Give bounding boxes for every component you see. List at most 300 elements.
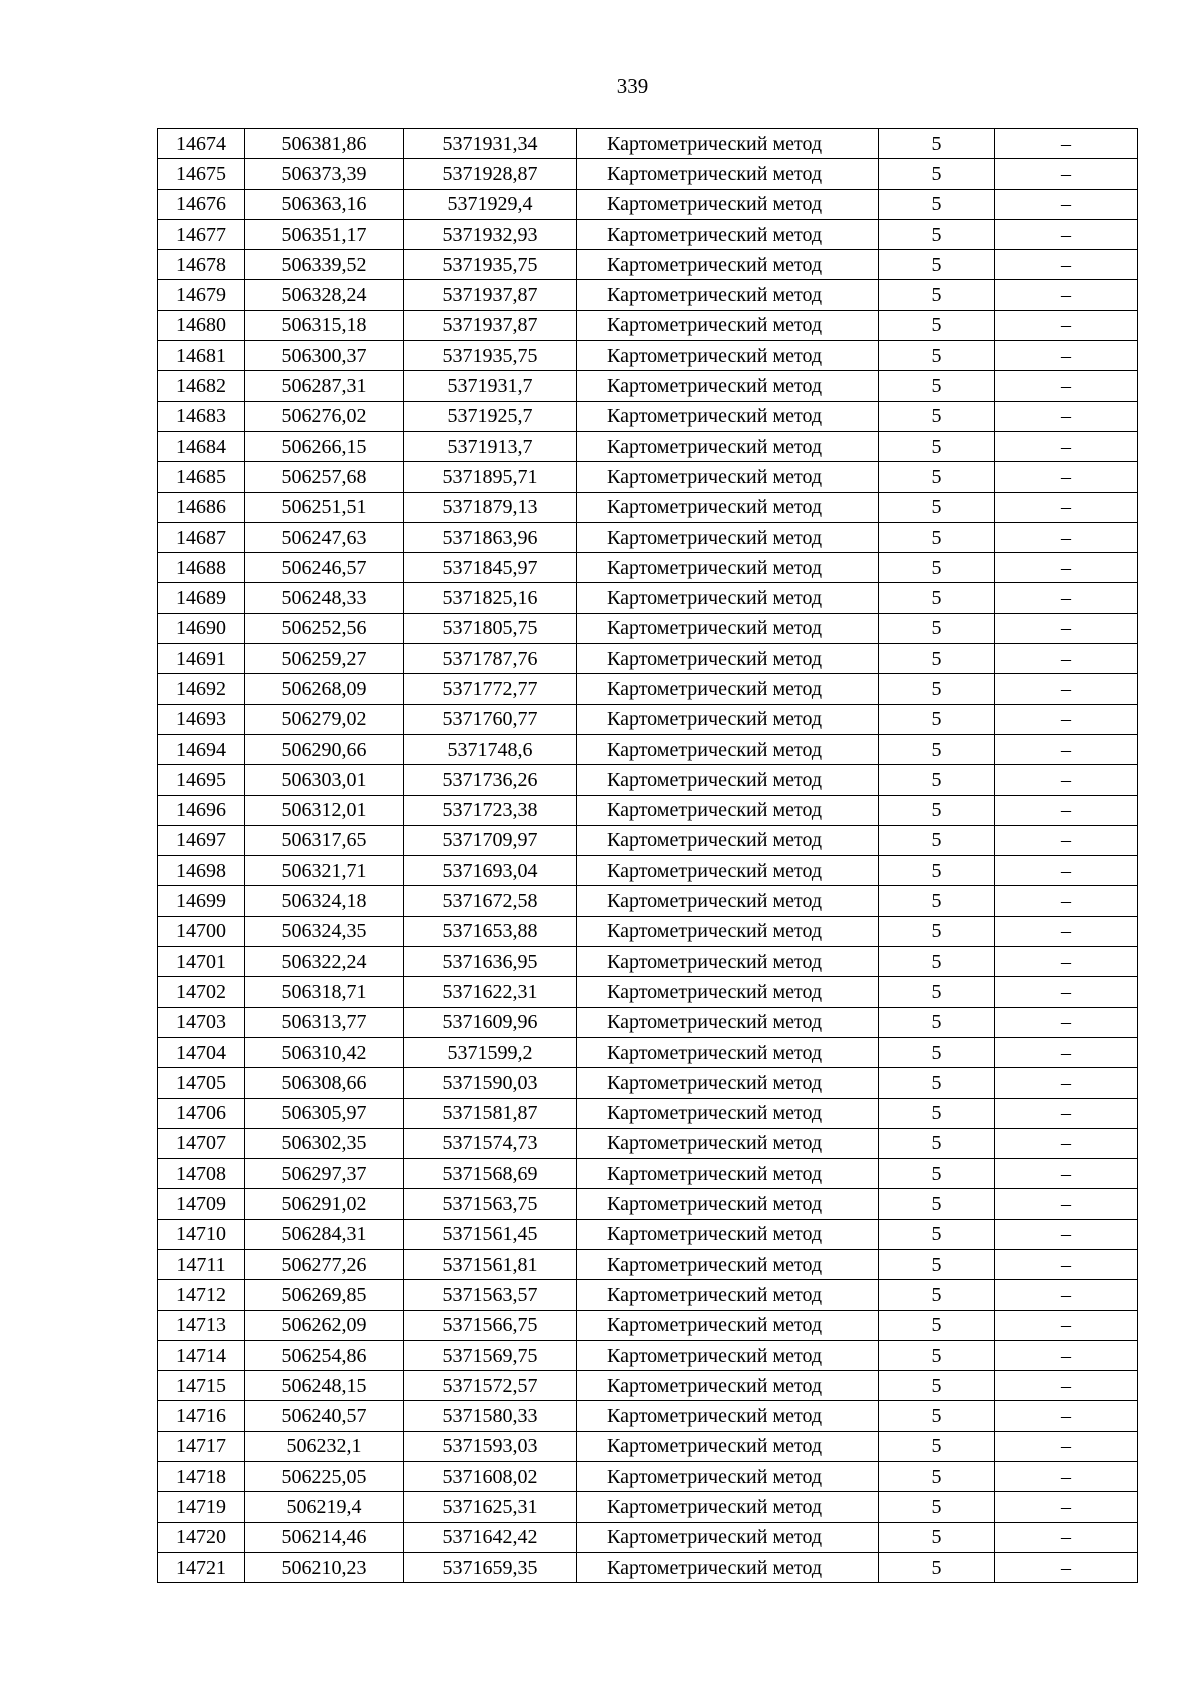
note-cell: –: [995, 765, 1138, 795]
point-number-cell: 14718: [158, 1462, 245, 1492]
table-row: [158, 1249, 1138, 1279]
x-coordinate-cell: 506328,24: [245, 280, 404, 310]
accuracy-cell: 5: [879, 159, 995, 189]
method-cell: Картометрический метод: [577, 553, 879, 583]
x-coordinate-cell: 506232,1: [245, 1431, 404, 1461]
note-cell: –: [995, 886, 1138, 916]
method-cell: Картометрический метод: [577, 280, 879, 310]
x-coordinate-cell: 506262,09: [245, 1310, 404, 1340]
note-cell: –: [995, 1098, 1138, 1128]
x-coordinate-cell: 506324,18: [245, 886, 404, 916]
note-cell: –: [995, 189, 1138, 219]
x-coordinate-cell: 506308,66: [245, 1068, 404, 1098]
accuracy-cell: 5: [879, 280, 995, 310]
method-cell: Картометрический метод: [577, 1522, 879, 1552]
note-cell: –: [995, 250, 1138, 280]
coordinates-table-body: [158, 129, 1138, 1583]
method-cell: Картометрический метод: [577, 159, 879, 189]
accuracy-cell: 5: [879, 492, 995, 522]
y-coordinate-cell: 5371580,33: [404, 1401, 577, 1431]
method-cell: Картометрический метод: [577, 1340, 879, 1370]
table-row: [158, 371, 1138, 401]
x-coordinate-cell: 506300,37: [245, 341, 404, 371]
point-number-cell: 14695: [158, 765, 245, 795]
x-coordinate-cell: 506266,15: [245, 431, 404, 461]
point-number-cell: 14679: [158, 280, 245, 310]
accuracy-cell: 5: [879, 1371, 995, 1401]
note-cell: –: [995, 553, 1138, 583]
note-cell: –: [995, 644, 1138, 674]
point-number-cell: 14691: [158, 644, 245, 674]
y-coordinate-cell: 5371581,87: [404, 1098, 577, 1128]
table-row: [158, 1098, 1138, 1128]
point-number-cell: 14690: [158, 613, 245, 643]
method-cell: Картометрический метод: [577, 1249, 879, 1279]
note-cell: –: [995, 159, 1138, 189]
x-coordinate-cell: 506339,52: [245, 250, 404, 280]
y-coordinate-cell: 5371931,34: [404, 129, 577, 159]
note-cell: –: [995, 1552, 1138, 1582]
note-cell: –: [995, 1431, 1138, 1461]
point-number-cell: 14676: [158, 189, 245, 219]
y-coordinate-cell: 5371932,93: [404, 219, 577, 249]
note-cell: –: [995, 1128, 1138, 1158]
y-coordinate-cell: 5371723,38: [404, 795, 577, 825]
point-number-cell: 14716: [158, 1401, 245, 1431]
method-cell: Картометрический метод: [577, 704, 879, 734]
accuracy-cell: 5: [879, 1280, 995, 1310]
point-number-cell: 14709: [158, 1189, 245, 1219]
y-coordinate-cell: 5371863,96: [404, 522, 577, 552]
note-cell: –: [995, 734, 1138, 764]
method-cell: Картометрический метод: [577, 1492, 879, 1522]
note-cell: –: [995, 1280, 1138, 1310]
point-number-cell: 14702: [158, 977, 245, 1007]
method-cell: Картометрический метод: [577, 371, 879, 401]
point-number-cell: 14700: [158, 916, 245, 946]
method-cell: Картометрический метод: [577, 431, 879, 461]
table-row: [158, 219, 1138, 249]
coordinates-table: [157, 128, 1138, 1583]
y-coordinate-cell: 5371879,13: [404, 492, 577, 522]
note-cell: –: [995, 1492, 1138, 1522]
x-coordinate-cell: 506324,35: [245, 916, 404, 946]
point-number-cell: 14721: [158, 1552, 245, 1582]
table-row: [158, 1371, 1138, 1401]
x-coordinate-cell: 506279,02: [245, 704, 404, 734]
x-coordinate-cell: 506219,4: [245, 1492, 404, 1522]
accuracy-cell: 5: [879, 1189, 995, 1219]
y-coordinate-cell: 5371563,57: [404, 1280, 577, 1310]
table-row: [158, 1310, 1138, 1340]
method-cell: Картометрический метод: [577, 1310, 879, 1340]
method-cell: Картометрический метод: [577, 1462, 879, 1492]
note-cell: –: [995, 1310, 1138, 1340]
y-coordinate-cell: 5371625,31: [404, 1492, 577, 1522]
table-row: [158, 1522, 1138, 1552]
point-number-cell: 14681: [158, 341, 245, 371]
accuracy-cell: 5: [879, 1007, 995, 1037]
note-cell: –: [995, 977, 1138, 1007]
point-number-cell: 14713: [158, 1310, 245, 1340]
y-coordinate-cell: 5371566,75: [404, 1310, 577, 1340]
method-cell: Картометрический метод: [577, 825, 879, 855]
x-coordinate-cell: 506321,71: [245, 856, 404, 886]
point-number-cell: 14707: [158, 1128, 245, 1158]
y-coordinate-cell: 5371937,87: [404, 280, 577, 310]
note-cell: –: [995, 522, 1138, 552]
x-coordinate-cell: 506284,31: [245, 1219, 404, 1249]
y-coordinate-cell: 5371561,81: [404, 1249, 577, 1279]
x-coordinate-cell: 506254,86: [245, 1340, 404, 1370]
note-cell: –: [995, 795, 1138, 825]
point-number-cell: 14684: [158, 431, 245, 461]
x-coordinate-cell: 506225,05: [245, 1462, 404, 1492]
point-number-cell: 14705: [158, 1068, 245, 1098]
method-cell: Картометрический метод: [577, 1128, 879, 1158]
accuracy-cell: 5: [879, 341, 995, 371]
x-coordinate-cell: 506240,57: [245, 1401, 404, 1431]
table-row: [158, 1492, 1138, 1522]
x-coordinate-cell: 506248,15: [245, 1371, 404, 1401]
method-cell: Картометрический метод: [577, 1280, 879, 1310]
point-number-cell: 14692: [158, 674, 245, 704]
note-cell: –: [995, 431, 1138, 461]
table-row: [158, 431, 1138, 461]
method-cell: Картометрический метод: [577, 219, 879, 249]
y-coordinate-cell: 5371772,77: [404, 674, 577, 704]
y-coordinate-cell: 5371937,87: [404, 310, 577, 340]
accuracy-cell: 5: [879, 1037, 995, 1067]
table-row: [158, 129, 1138, 159]
y-coordinate-cell: 5371736,26: [404, 765, 577, 795]
note-cell: –: [995, 310, 1138, 340]
y-coordinate-cell: 5371787,76: [404, 644, 577, 674]
point-number-cell: 14677: [158, 219, 245, 249]
note-cell: –: [995, 1189, 1138, 1219]
x-coordinate-cell: 506315,18: [245, 310, 404, 340]
note-cell: –: [995, 401, 1138, 431]
table-row: [158, 765, 1138, 795]
table-row: [158, 674, 1138, 704]
point-number-cell: 14678: [158, 250, 245, 280]
x-coordinate-cell: 506312,01: [245, 795, 404, 825]
method-cell: Картометрический метод: [577, 1552, 879, 1582]
accuracy-cell: 5: [879, 371, 995, 401]
point-number-cell: 14708: [158, 1159, 245, 1189]
x-coordinate-cell: 506313,77: [245, 1007, 404, 1037]
table-row: [158, 1462, 1138, 1492]
table-row: [158, 1128, 1138, 1158]
table-row: [158, 341, 1138, 371]
accuracy-cell: 5: [879, 916, 995, 946]
note-cell: –: [995, 1249, 1138, 1279]
table-row: [158, 583, 1138, 613]
y-coordinate-cell: 5371593,03: [404, 1431, 577, 1461]
accuracy-cell: 5: [879, 856, 995, 886]
method-cell: Картометрический метод: [577, 1068, 879, 1098]
y-coordinate-cell: 5371636,95: [404, 947, 577, 977]
point-number-cell: 14714: [158, 1340, 245, 1370]
table-row: [158, 1219, 1138, 1249]
y-coordinate-cell: 5371925,7: [404, 401, 577, 431]
point-number-cell: 14719: [158, 1492, 245, 1522]
accuracy-cell: 5: [879, 886, 995, 916]
accuracy-cell: 5: [879, 1068, 995, 1098]
x-coordinate-cell: 506248,33: [245, 583, 404, 613]
y-coordinate-cell: 5371895,71: [404, 462, 577, 492]
point-number-cell: 14698: [158, 856, 245, 886]
x-coordinate-cell: 506363,16: [245, 189, 404, 219]
note-cell: –: [995, 1037, 1138, 1067]
method-cell: Картометрический метод: [577, 129, 879, 159]
y-coordinate-cell: 5371913,7: [404, 431, 577, 461]
note-cell: –: [995, 280, 1138, 310]
point-number-cell: 14696: [158, 795, 245, 825]
note-cell: –: [995, 1522, 1138, 1552]
x-coordinate-cell: 506210,23: [245, 1552, 404, 1582]
y-coordinate-cell: 5371709,97: [404, 825, 577, 855]
note-cell: –: [995, 1371, 1138, 1401]
note-cell: –: [995, 856, 1138, 886]
point-number-cell: 14685: [158, 462, 245, 492]
note-cell: –: [995, 704, 1138, 734]
table-row: [158, 522, 1138, 552]
table-row: [158, 250, 1138, 280]
note-cell: –: [995, 462, 1138, 492]
accuracy-cell: 5: [879, 310, 995, 340]
x-coordinate-cell: 506291,02: [245, 1189, 404, 1219]
table-row: [158, 916, 1138, 946]
point-number-cell: 14687: [158, 522, 245, 552]
point-number-cell: 14697: [158, 825, 245, 855]
x-coordinate-cell: 506318,71: [245, 977, 404, 1007]
x-coordinate-cell: 506303,01: [245, 765, 404, 795]
point-number-cell: 14717: [158, 1431, 245, 1461]
point-number-cell: 14693: [158, 704, 245, 734]
y-coordinate-cell: 5371748,6: [404, 734, 577, 764]
x-coordinate-cell: 506247,63: [245, 522, 404, 552]
note-cell: –: [995, 583, 1138, 613]
method-cell: Картометрический метод: [577, 583, 879, 613]
accuracy-cell: 5: [879, 1219, 995, 1249]
table-row: [158, 825, 1138, 855]
x-coordinate-cell: 506297,37: [245, 1159, 404, 1189]
x-coordinate-cell: 506302,35: [245, 1128, 404, 1158]
note-cell: –: [995, 674, 1138, 704]
x-coordinate-cell: 506322,24: [245, 947, 404, 977]
accuracy-cell: 5: [879, 129, 995, 159]
accuracy-cell: 5: [879, 1552, 995, 1582]
y-coordinate-cell: 5371569,75: [404, 1340, 577, 1370]
y-coordinate-cell: 5371931,7: [404, 371, 577, 401]
method-cell: Картометрический метод: [577, 189, 879, 219]
table-row: [158, 1037, 1138, 1067]
page-number: 339: [616, 74, 649, 98]
accuracy-cell: 5: [879, 401, 995, 431]
x-coordinate-cell: 506305,97: [245, 1098, 404, 1128]
x-coordinate-cell: 506276,02: [245, 401, 404, 431]
table-row: [158, 1280, 1138, 1310]
accuracy-cell: 5: [879, 462, 995, 492]
point-number-cell: 14703: [158, 1007, 245, 1037]
table-row: [158, 1068, 1138, 1098]
table-row: [158, 462, 1138, 492]
x-coordinate-cell: 506269,85: [245, 1280, 404, 1310]
accuracy-cell: 5: [879, 1462, 995, 1492]
x-coordinate-cell: 506287,31: [245, 371, 404, 401]
x-coordinate-cell: 506268,09: [245, 674, 404, 704]
accuracy-cell: 5: [879, 674, 995, 704]
y-coordinate-cell: 5371693,04: [404, 856, 577, 886]
y-coordinate-cell: 5371561,45: [404, 1219, 577, 1249]
x-coordinate-cell: 506317,65: [245, 825, 404, 855]
accuracy-cell: 5: [879, 1159, 995, 1189]
method-cell: Картометрический метод: [577, 310, 879, 340]
accuracy-cell: 5: [879, 219, 995, 249]
table-row: [158, 886, 1138, 916]
accuracy-cell: 5: [879, 1310, 995, 1340]
x-coordinate-cell: 506351,17: [245, 219, 404, 249]
method-cell: Картометрический метод: [577, 401, 879, 431]
point-number-cell: 14711: [158, 1249, 245, 1279]
table-row: [158, 644, 1138, 674]
x-coordinate-cell: 506259,27: [245, 644, 404, 674]
accuracy-cell: 5: [879, 553, 995, 583]
method-cell: Картометрический метод: [577, 341, 879, 371]
note-cell: –: [995, 1401, 1138, 1431]
method-cell: Картометрический метод: [577, 856, 879, 886]
accuracy-cell: 5: [879, 765, 995, 795]
note-cell: –: [995, 219, 1138, 249]
method-cell: Картометрический метод: [577, 1098, 879, 1128]
point-number-cell: 14706: [158, 1098, 245, 1128]
y-coordinate-cell: 5371672,58: [404, 886, 577, 916]
method-cell: Картометрический метод: [577, 734, 879, 764]
x-coordinate-cell: 506290,66: [245, 734, 404, 764]
point-number-cell: 14704: [158, 1037, 245, 1067]
y-coordinate-cell: 5371929,4: [404, 189, 577, 219]
note-cell: –: [995, 916, 1138, 946]
table-row: [158, 947, 1138, 977]
table-row: [158, 280, 1138, 310]
accuracy-cell: 5: [879, 583, 995, 613]
accuracy-cell: 5: [879, 704, 995, 734]
table-row: [158, 1552, 1138, 1582]
point-number-cell: 14675: [158, 159, 245, 189]
note-cell: –: [995, 1219, 1138, 1249]
point-number-cell: 14710: [158, 1219, 245, 1249]
y-coordinate-cell: 5371642,42: [404, 1522, 577, 1552]
accuracy-cell: 5: [879, 250, 995, 280]
y-coordinate-cell: 5371653,88: [404, 916, 577, 946]
x-coordinate-cell: 506251,51: [245, 492, 404, 522]
note-cell: –: [995, 492, 1138, 522]
x-coordinate-cell: 506252,56: [245, 613, 404, 643]
table-row: [158, 492, 1138, 522]
method-cell: Картометрический метод: [577, 795, 879, 825]
note-cell: –: [995, 825, 1138, 855]
table-row: [158, 856, 1138, 886]
table-row: [158, 310, 1138, 340]
y-coordinate-cell: 5371568,69: [404, 1159, 577, 1189]
point-number-cell: 14699: [158, 886, 245, 916]
accuracy-cell: 5: [879, 1522, 995, 1552]
y-coordinate-cell: 5371845,97: [404, 553, 577, 583]
y-coordinate-cell: 5371659,35: [404, 1552, 577, 1582]
point-number-cell: 14701: [158, 947, 245, 977]
method-cell: Картометрический метод: [577, 522, 879, 552]
note-cell: –: [995, 1068, 1138, 1098]
method-cell: Картометрический метод: [577, 886, 879, 916]
method-cell: Картометрический метод: [577, 1371, 879, 1401]
accuracy-cell: 5: [879, 1340, 995, 1370]
accuracy-cell: 5: [879, 1401, 995, 1431]
table-row: [158, 189, 1138, 219]
y-coordinate-cell: 5371590,03: [404, 1068, 577, 1098]
y-coordinate-cell: 5371609,96: [404, 1007, 577, 1037]
accuracy-cell: 5: [879, 644, 995, 674]
table-row: [158, 1401, 1138, 1431]
note-cell: –: [995, 1340, 1138, 1370]
point-number-cell: 14689: [158, 583, 245, 613]
table-row: [158, 977, 1138, 1007]
table-row: [158, 1007, 1138, 1037]
point-number-cell: 14682: [158, 371, 245, 401]
table-row: [158, 1159, 1138, 1189]
note-cell: –: [995, 1007, 1138, 1037]
accuracy-cell: 5: [879, 795, 995, 825]
method-cell: Картометрический метод: [577, 1219, 879, 1249]
table-row: [158, 734, 1138, 764]
accuracy-cell: 5: [879, 947, 995, 977]
y-coordinate-cell: 5371622,31: [404, 977, 577, 1007]
x-coordinate-cell: 506214,46: [245, 1522, 404, 1552]
point-number-cell: 14680: [158, 310, 245, 340]
method-cell: Картометрический метод: [577, 765, 879, 795]
accuracy-cell: 5: [879, 1431, 995, 1461]
method-cell: Картометрический метод: [577, 462, 879, 492]
method-cell: Картометрический метод: [577, 1189, 879, 1219]
accuracy-cell: 5: [879, 189, 995, 219]
y-coordinate-cell: 5371935,75: [404, 341, 577, 371]
table-row: [158, 704, 1138, 734]
table-row: [158, 553, 1138, 583]
accuracy-cell: 5: [879, 522, 995, 552]
method-cell: Картометрический метод: [577, 977, 879, 1007]
note-cell: –: [995, 129, 1138, 159]
method-cell: Картометрический метод: [577, 492, 879, 522]
y-coordinate-cell: 5371574,73: [404, 1128, 577, 1158]
x-coordinate-cell: 506373,39: [245, 159, 404, 189]
table-row: [158, 1431, 1138, 1461]
y-coordinate-cell: 5371760,77: [404, 704, 577, 734]
x-coordinate-cell: 506310,42: [245, 1037, 404, 1067]
table-row: [158, 613, 1138, 643]
table-row: [158, 1340, 1138, 1370]
method-cell: Картометрический метод: [577, 644, 879, 674]
accuracy-cell: 5: [879, 613, 995, 643]
point-number-cell: 14688: [158, 553, 245, 583]
y-coordinate-cell: 5371805,75: [404, 613, 577, 643]
y-coordinate-cell: 5371825,16: [404, 583, 577, 613]
point-number-cell: 14683: [158, 401, 245, 431]
method-cell: Картометрический метод: [577, 1159, 879, 1189]
method-cell: Картометрический метод: [577, 1037, 879, 1067]
point-number-cell: 14720: [158, 1522, 245, 1552]
method-cell: Картометрический метод: [577, 613, 879, 643]
point-number-cell: 14694: [158, 734, 245, 764]
